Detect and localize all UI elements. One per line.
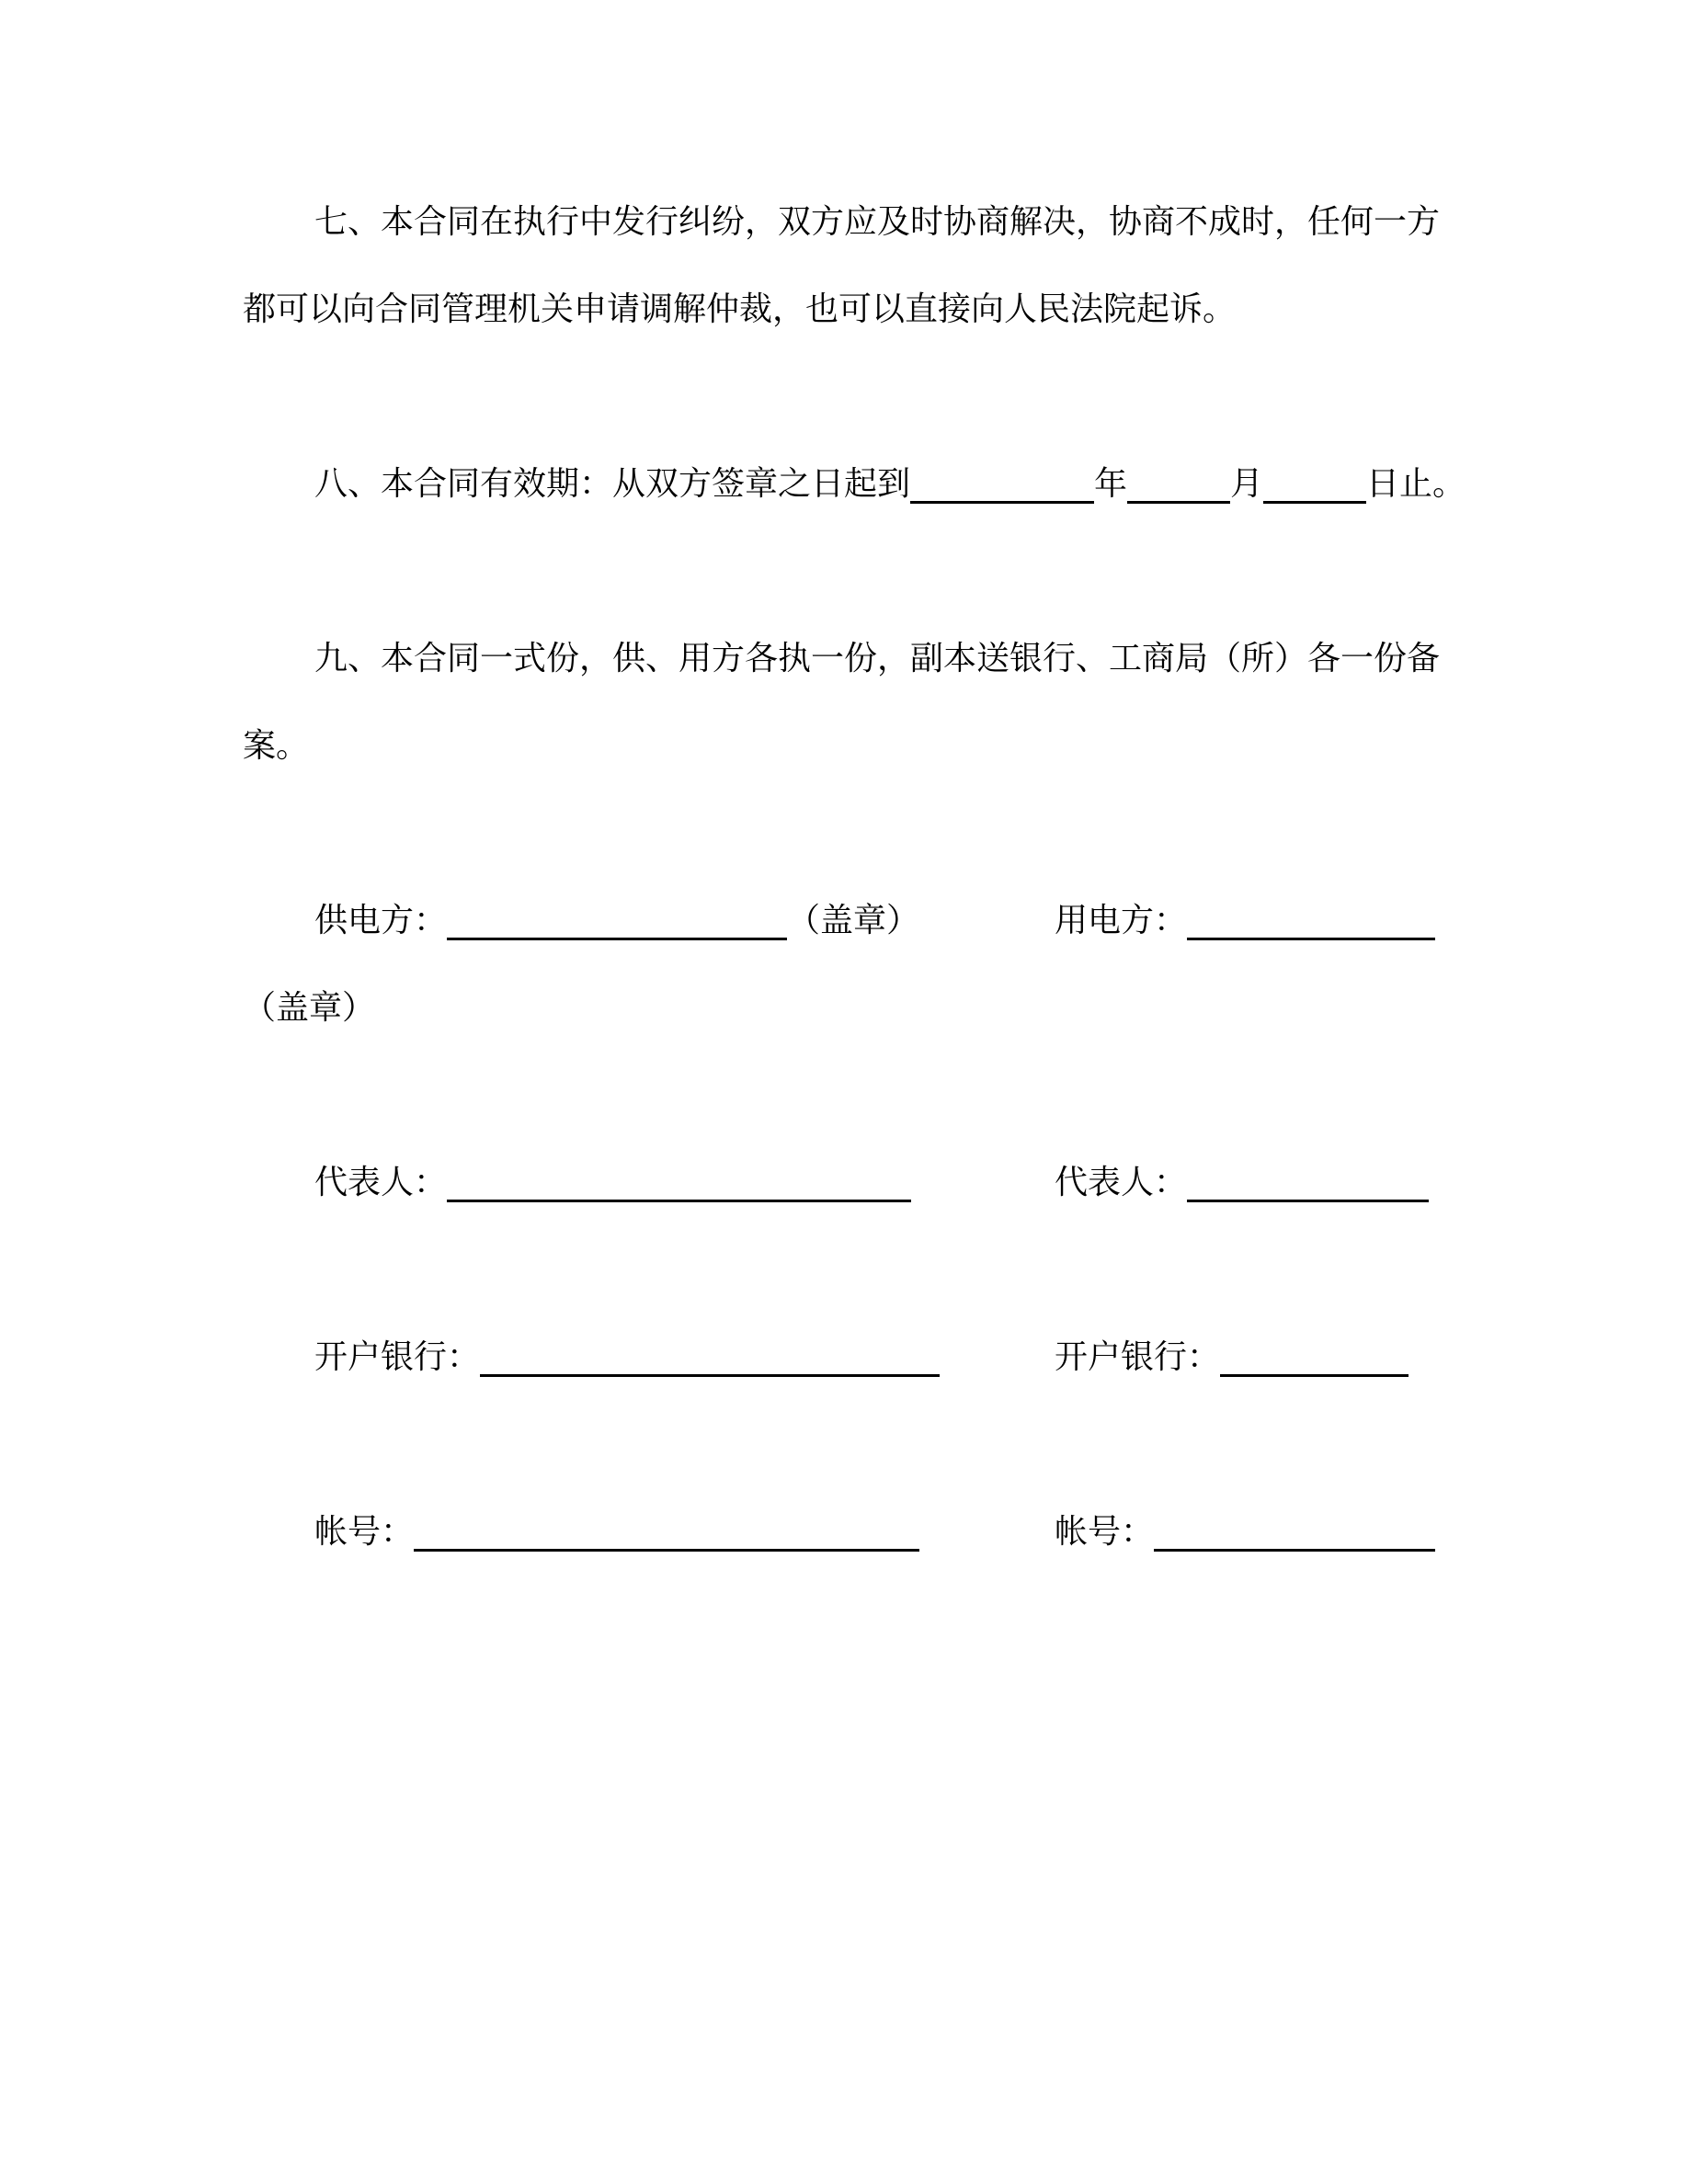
consumer-signature-col (1055, 877, 1435, 964)
supplier-label: 供电方： (314, 902, 448, 938)
party-signature-row (243, 877, 1445, 964)
validity-month-blank (1127, 501, 1230, 504)
representative-row (243, 1139, 1445, 1226)
clause9-line2 (243, 702, 1445, 790)
consumer-seal-row (243, 964, 1445, 1052)
bank-right-col (1055, 1314, 1409, 1401)
spacer (243, 1401, 1445, 1488)
document-content (243, 178, 1466, 1575)
bank-left-label: 开户银行： (314, 1338, 481, 1375)
account-row (243, 1488, 1445, 1575)
consumer-seal-label: （盖章） (243, 989, 376, 1026)
clause7-line1-text: 七、本合同在执行中发行纠纷，双方应及时协商解决，协商不成时，任何一方 (314, 203, 1441, 240)
year-label: 年 (1094, 465, 1128, 502)
clause9-line1-text: 九、本合同一式份，供、用方各执一份，副本送银行、工商局（所）各一份备 (314, 640, 1441, 677)
bank-row (243, 1314, 1445, 1401)
spacer (243, 1052, 1445, 1139)
validity-day-blank (1263, 501, 1366, 504)
supplier-name-blank (447, 938, 787, 940)
validity-year-blank (910, 501, 1094, 504)
account-right-label: 帐号： (1055, 1513, 1155, 1550)
spacer (243, 353, 1445, 440)
bank-right-blank (1220, 1374, 1409, 1377)
account-left-label: 帐号： (314, 1513, 415, 1550)
representative-left-blank (447, 1200, 911, 1202)
representative-right-label: 代表人： (1055, 1164, 1188, 1200)
clause7-line2-text: 都可以向合同管理机关申请调解仲裁，也可以直接向人民法院起诉。 (243, 290, 1237, 327)
clause8-prefix: 八、本合同有效期：从双方签章之日起到 (314, 465, 911, 502)
clause7-line2 (243, 266, 1445, 353)
month-label: 月 (1230, 465, 1264, 502)
representative-right-col (1055, 1139, 1429, 1226)
clause9-line2-text: 案。 (243, 727, 310, 764)
clause9-line1 (243, 615, 1445, 702)
supplier-seal-label: （盖章） (787, 902, 920, 938)
clause7-line1 (243, 178, 1445, 266)
clause8-line (243, 440, 1466, 528)
consumer-label: 用电方： (1055, 902, 1188, 938)
spacer (243, 528, 1445, 615)
clause8-suffix: 日止。 (1366, 465, 1466, 502)
consumer-name-blank (1187, 938, 1435, 940)
account-right-col (1055, 1488, 1435, 1575)
representative-right-blank (1187, 1200, 1429, 1202)
bank-right-label: 开户银行： (1055, 1338, 1221, 1375)
account-right-blank (1154, 1549, 1435, 1552)
account-left-blank (414, 1549, 919, 1552)
spacer (243, 1226, 1445, 1314)
spacer (243, 790, 1445, 877)
representative-left-label: 代表人： (314, 1164, 448, 1200)
bank-left-blank (480, 1374, 940, 1377)
